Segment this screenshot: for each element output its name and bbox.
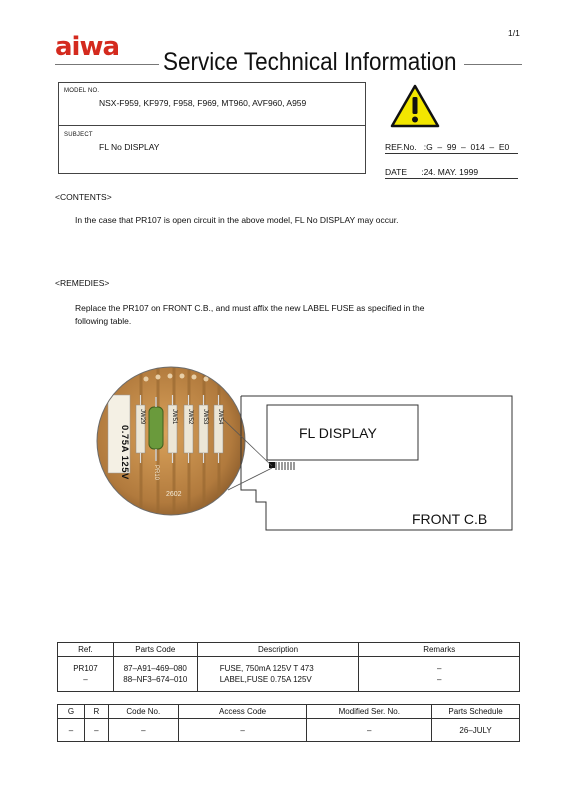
fuse-label-text: 0.75A 125V [119, 425, 130, 480]
table-row [58, 719, 520, 742]
col-header-g: G [58, 705, 85, 719]
subject-value: FL No DISPLAY [99, 142, 160, 152]
page-number: 1/1 [508, 28, 520, 38]
pr-label: PR10 [153, 465, 159, 481]
col-header-remarks: Remarks [359, 643, 520, 657]
contents-heading: <CONTENTS> [55, 192, 112, 202]
box-divider [59, 125, 365, 126]
schedule-table-header [58, 705, 520, 719]
cell-value: 88–NF3–674–010 [123, 675, 188, 684]
remedies-line-2: following table. [75, 316, 132, 326]
cell-modified-ser-no: – [307, 719, 432, 742]
cell-value: LABEL,FUSE 0.75A 125V [219, 675, 312, 684]
board-text: 2602 [166, 491, 182, 498]
parts-table-header [58, 643, 520, 657]
parts-code-cell [113, 657, 197, 692]
col-header-parts-schedule: Parts Schedule [432, 705, 520, 719]
col-header-ref: Ref. [58, 643, 114, 657]
contents-text: In the case that PR107 is open circuit in the above model, FL No DISPLAY may occur. [75, 215, 399, 225]
cell-value: 87–A91–469–080 [123, 664, 187, 673]
date-underline [385, 178, 518, 179]
jw-label: JW53 [202, 409, 208, 425]
document-title: Service Technical Information [163, 48, 457, 76]
jw-label: JW29 [139, 409, 145, 425]
remedies-line-1: Replace the PR107 on FRONT C.B., and must affix the new LABEL FUSE as specified in the [75, 303, 425, 313]
cell-value: PR107 [73, 664, 98, 673]
col-header-modified-ser-no: Modified Ser. No. [307, 705, 432, 719]
cell-g: – [58, 719, 85, 742]
warning-icon [390, 84, 440, 128]
ref-underline [385, 153, 518, 154]
cell-value: – [436, 675, 442, 684]
cell-code-no: – [108, 719, 178, 742]
model-subject-box [58, 82, 366, 174]
col-header-code-no: Code No. [108, 705, 178, 719]
front-cb-label: FRONT C.B [412, 511, 488, 527]
header-rule-left [55, 64, 159, 65]
model-label: MODEL NO. [64, 88, 100, 94]
schedule-table [57, 704, 520, 742]
parts-table [57, 642, 520, 692]
col-header-r: R [84, 705, 108, 719]
remedies-heading: <REMEDIES> [55, 278, 110, 288]
remarks-cell [359, 657, 520, 692]
jw-label: JW52 [187, 409, 193, 425]
cell-access-code: – [178, 719, 307, 742]
col-header-access-code: Access Code [178, 705, 307, 719]
cell-value: FUSE, 750mA 125V T 473 [219, 664, 314, 673]
table-row [58, 657, 520, 692]
description-cell [197, 657, 359, 692]
model-value: NSX-F959, KF979, F958, F969, MT960, AVF960, A959 [99, 98, 307, 108]
col-header-parts-code: Parts Code [113, 643, 197, 657]
cell-value: – [436, 664, 442, 673]
ref-number: REF.No. :G – 99 – 014 – E0 [385, 142, 510, 152]
ref-cell [58, 657, 114, 692]
jw-label: JW54 [217, 409, 223, 425]
cell-parts-schedule: 26–JULY [432, 719, 520, 742]
col-header-description: Description [197, 643, 359, 657]
document-date: DATE :24. MAY. 1999 [385, 167, 479, 177]
subject-label: SUBJECT [64, 132, 93, 138]
header-rule-right [464, 64, 522, 65]
fl-display-label: FL DISPLAY [299, 425, 377, 441]
jw-label: JW51 [171, 409, 177, 425]
aiwa-logo: aiwa [55, 32, 120, 62]
cell-r: – [84, 719, 108, 742]
cell-value: – [83, 675, 88, 684]
